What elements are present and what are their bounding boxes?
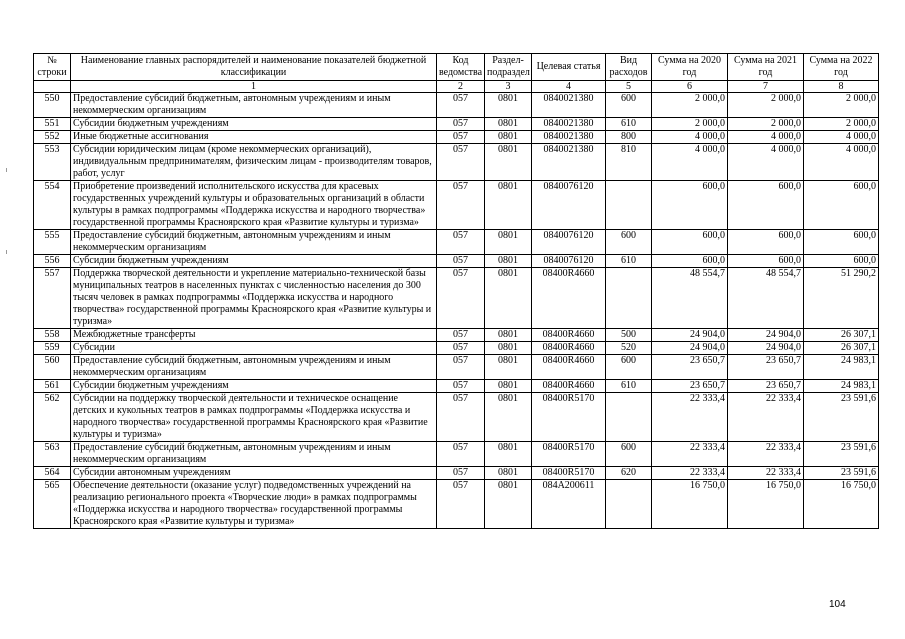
row-dept-code: 057 xyxy=(437,467,485,480)
row-exp-type: 610 xyxy=(606,380,652,393)
row-exp-type xyxy=(606,480,652,529)
row-dept-code: 057 xyxy=(437,380,485,393)
row-sum-2020: 22 333,4 xyxy=(652,393,728,442)
row-sum-2022: 23 591,6 xyxy=(804,442,879,467)
row-section: 0801 xyxy=(485,355,532,380)
column-number-row xyxy=(34,81,879,93)
row-sum-2021: 600,0 xyxy=(728,230,804,255)
row-target: 08400R4660 xyxy=(532,268,606,329)
row-number: 555 xyxy=(34,230,71,255)
row-target: 08400R4660 xyxy=(532,329,606,342)
row-sum-2020: 16 750,0 xyxy=(652,480,728,529)
budget-table-container xyxy=(33,53,878,529)
row-number: 551 xyxy=(34,118,71,131)
row-sum-2020: 22 333,4 xyxy=(652,467,728,480)
row-number: 559 xyxy=(34,342,71,355)
table-row xyxy=(34,118,879,131)
header-sum-2020: Сумма на 2020 год xyxy=(652,54,728,81)
table-row xyxy=(34,380,879,393)
row-sum-2020: 2 000,0 xyxy=(652,118,728,131)
row-name: Обеспечение деятельности (оказание услуг) подведомственных учреждений на реализацию регионального проекта «Творческие люди» в рамках подпрограммы «Поддержка искусства и народного творчества» государственной программы Красноярского края «Развитие культуры и туризма» xyxy=(71,480,437,529)
row-dept-code: 057 xyxy=(437,480,485,529)
row-sum-2022: 16 750,0 xyxy=(804,480,879,529)
row-name: Предоставление субсидий бюджетным, автономным учреждениям и иным некоммерческим организациям xyxy=(71,93,437,118)
row-target: 0840021380 xyxy=(532,144,606,181)
header-sum-2022: Сумма на 2022 год xyxy=(804,54,879,81)
row-name: Субсидии на поддержку творческой деятельности и техническое оснащение детских и кукольных театров в рамках подпрограммы «Поддержка искусства и народного творчества» государственной программы Красноярского края «Развитие культуры и туризма» xyxy=(71,393,437,442)
table-row xyxy=(34,181,879,230)
row-section: 0801 xyxy=(485,181,532,230)
row-name: Предоставление субсидий бюджетным, автономным учреждениям и иным некоммерческим организациям xyxy=(71,230,437,255)
row-dept-code: 057 xyxy=(437,255,485,268)
row-dept-code: 057 xyxy=(437,181,485,230)
table-row xyxy=(34,255,879,268)
col-number: 2 xyxy=(437,81,485,93)
row-sum-2021: 4 000,0 xyxy=(728,144,804,181)
row-dept-code: 057 xyxy=(437,329,485,342)
row-section: 0801 xyxy=(485,255,532,268)
row-sum-2021: 4 000,0 xyxy=(728,131,804,144)
row-name: Субсидии бюджетным учреждениям xyxy=(71,380,437,393)
row-number: 564 xyxy=(34,467,71,480)
row-exp-type: 600 xyxy=(606,230,652,255)
table-row xyxy=(34,480,879,529)
header-sum-2021: Сумма на 2021 год xyxy=(728,54,804,81)
table-row xyxy=(34,230,879,255)
row-dept-code: 057 xyxy=(437,118,485,131)
row-target: 08400R4660 xyxy=(532,380,606,393)
row-target: 0840076120 xyxy=(532,181,606,230)
table-row xyxy=(34,268,879,329)
row-section: 0801 xyxy=(485,230,532,255)
row-section: 0801 xyxy=(485,144,532,181)
row-target: 084A200611 xyxy=(532,480,606,529)
row-section: 0801 xyxy=(485,93,532,118)
row-sum-2022: 26 307,1 xyxy=(804,329,879,342)
row-sum-2020: 23 650,7 xyxy=(652,380,728,393)
col-number xyxy=(34,81,71,93)
header-section: Раздел-подраздел xyxy=(485,54,532,81)
row-sum-2020: 2 000,0 xyxy=(652,93,728,118)
row-exp-type: 800 xyxy=(606,131,652,144)
row-sum-2020: 4 000,0 xyxy=(652,131,728,144)
row-exp-type xyxy=(606,268,652,329)
row-number: 565 xyxy=(34,480,71,529)
row-target: 0840021380 xyxy=(532,118,606,131)
table-row xyxy=(34,329,879,342)
table-row xyxy=(34,144,879,181)
table-row xyxy=(34,131,879,144)
row-sum-2022: 2 000,0 xyxy=(804,118,879,131)
row-target: 08400R4660 xyxy=(532,342,606,355)
row-sum-2020: 600,0 xyxy=(652,230,728,255)
row-sum-2022: 600,0 xyxy=(804,230,879,255)
row-exp-type: 620 xyxy=(606,467,652,480)
table-row xyxy=(34,93,879,118)
row-dept-code: 057 xyxy=(437,131,485,144)
row-number: 552 xyxy=(34,131,71,144)
row-sum-2020: 4 000,0 xyxy=(652,144,728,181)
row-number: 558 xyxy=(34,329,71,342)
table-body xyxy=(34,93,879,529)
header-row-no: № строки xyxy=(34,54,71,81)
row-number: 561 xyxy=(34,380,71,393)
row-sum-2020: 22 333,4 xyxy=(652,442,728,467)
row-exp-type: 610 xyxy=(606,118,652,131)
row-sum-2021: 24 904,0 xyxy=(728,342,804,355)
row-sum-2021: 23 650,7 xyxy=(728,355,804,380)
row-sum-2021: 2 000,0 xyxy=(728,118,804,131)
row-sum-2022: 24 983,1 xyxy=(804,380,879,393)
row-name: Субсидии бюджетным учреждениям xyxy=(71,118,437,131)
row-sum-2021: 24 904,0 xyxy=(728,329,804,342)
row-section: 0801 xyxy=(485,393,532,442)
table-row xyxy=(34,342,879,355)
row-sum-2021: 22 333,4 xyxy=(728,442,804,467)
row-target: 08400R5170 xyxy=(532,442,606,467)
header-dept-code: Код ведомства xyxy=(437,54,485,81)
row-section: 0801 xyxy=(485,380,532,393)
row-sum-2021: 22 333,4 xyxy=(728,393,804,442)
row-section: 0801 xyxy=(485,342,532,355)
row-exp-type: 610 xyxy=(606,255,652,268)
row-target: 08400R4660 xyxy=(532,355,606,380)
table-row xyxy=(34,393,879,442)
row-dept-code: 057 xyxy=(437,355,485,380)
row-dept-code: 057 xyxy=(437,393,485,442)
col-number: 4 xyxy=(532,81,606,93)
row-dept-code: 057 xyxy=(437,342,485,355)
header-target: Целевая статья xyxy=(532,54,606,81)
row-name: Предоставление субсидий бюджетным, автономным учреждениям и иным некоммерческим организациям xyxy=(71,355,437,380)
row-sum-2022: 23 591,6 xyxy=(804,393,879,442)
row-sum-2021: 23 650,7 xyxy=(728,380,804,393)
row-dept-code: 057 xyxy=(437,144,485,181)
row-section: 0801 xyxy=(485,467,532,480)
row-dept-code: 057 xyxy=(437,230,485,255)
row-sum-2020: 600,0 xyxy=(652,255,728,268)
header-name: Наименование главных распорядителей и наименование показателей бюджетной классификации xyxy=(71,54,437,81)
row-target: 0840076120 xyxy=(532,255,606,268)
row-section: 0801 xyxy=(485,268,532,329)
row-sum-2020: 48 554,7 xyxy=(652,268,728,329)
row-sum-2020: 600,0 xyxy=(652,181,728,230)
row-name: Субсидии бюджетным учреждениям xyxy=(71,255,437,268)
col-number: 3 xyxy=(485,81,532,93)
row-number: 560 xyxy=(34,355,71,380)
row-target: 0840021380 xyxy=(532,93,606,118)
row-section: 0801 xyxy=(485,118,532,131)
row-sum-2022: 23 591,6 xyxy=(804,467,879,480)
row-sum-2020: 23 650,7 xyxy=(652,355,728,380)
header-exp-type: Вид расходов xyxy=(606,54,652,81)
row-target: 08400R5170 xyxy=(532,393,606,442)
row-section: 0801 xyxy=(485,480,532,529)
table-header-row xyxy=(34,54,879,81)
row-section: 0801 xyxy=(485,442,532,467)
row-sum-2020: 24 904,0 xyxy=(652,329,728,342)
row-sum-2022: 600,0 xyxy=(804,181,879,230)
row-sum-2021: 48 554,7 xyxy=(728,268,804,329)
row-sum-2022: 2 000,0 xyxy=(804,93,879,118)
row-number: 553 xyxy=(34,144,71,181)
row-target: 0840021380 xyxy=(532,131,606,144)
row-sum-2021: 600,0 xyxy=(728,255,804,268)
row-name: Приобретение произведений исполнительского искусства для красевых государственных учреждений культуры и образовательных организаций в области культуры в рамках подпрограммы «Поддержка искусства и народного творчества» государственной программы Красноярского края «Развитие культуры и туризма» xyxy=(71,181,437,230)
col-number: 6 xyxy=(652,81,728,93)
row-exp-type: 810 xyxy=(606,144,652,181)
row-sum-2022: 24 983,1 xyxy=(804,355,879,380)
table-row xyxy=(34,467,879,480)
table-row xyxy=(34,442,879,467)
row-sum-2021: 600,0 xyxy=(728,181,804,230)
row-exp-type: 600 xyxy=(606,442,652,467)
page-number: 104 xyxy=(829,599,846,610)
row-number: 550 xyxy=(34,93,71,118)
row-sum-2022: 600,0 xyxy=(804,255,879,268)
row-number: 556 xyxy=(34,255,71,268)
row-sum-2022: 4 000,0 xyxy=(804,144,879,181)
scan-edge-mark xyxy=(6,168,7,172)
row-sum-2021: 16 750,0 xyxy=(728,480,804,529)
budget-table xyxy=(33,53,879,529)
scan-edge-mark xyxy=(6,250,7,254)
row-name: Иные бюджетные ассигнования xyxy=(71,131,437,144)
row-exp-type: 500 xyxy=(606,329,652,342)
col-number: 8 xyxy=(804,81,879,93)
row-number: 563 xyxy=(34,442,71,467)
row-number: 554 xyxy=(34,181,71,230)
row-sum-2022: 51 290,2 xyxy=(804,268,879,329)
row-number: 562 xyxy=(34,393,71,442)
row-sum-2022: 4 000,0 xyxy=(804,131,879,144)
row-sum-2022: 26 307,1 xyxy=(804,342,879,355)
row-section: 0801 xyxy=(485,329,532,342)
row-dept-code: 057 xyxy=(437,93,485,118)
row-name: Субсидии юридическим лицам (кроме некоммерческих организаций), индивидуальным предпринимателям, физическим лицам - производителям товаров, работ, услуг xyxy=(71,144,437,181)
row-name: Межбюджетные трансферты xyxy=(71,329,437,342)
row-section: 0801 xyxy=(485,131,532,144)
row-name: Субсидии xyxy=(71,342,437,355)
row-exp-type: 600 xyxy=(606,93,652,118)
row-target: 08400R5170 xyxy=(532,467,606,480)
row-sum-2021: 2 000,0 xyxy=(728,93,804,118)
row-exp-type: 600 xyxy=(606,355,652,380)
row-dept-code: 057 xyxy=(437,442,485,467)
row-dept-code: 057 xyxy=(437,268,485,329)
col-number: 1 xyxy=(71,81,437,93)
col-number: 5 xyxy=(606,81,652,93)
row-exp-type xyxy=(606,181,652,230)
col-number: 7 xyxy=(728,81,804,93)
row-name: Предоставление субсидий бюджетным, автономным учреждениям и иным некоммерческим организациям xyxy=(71,442,437,467)
row-name: Поддержка творческой деятельности и укрепление материально-технической базы муниципальных театров в населенных пунктах с численностью населения до 300 тысяч человек в рамках подпрограммы «Поддержка искусства и народного творчества» государственной программы Красноярского края «Развитие культуры и туризма» xyxy=(71,268,437,329)
row-target: 0840076120 xyxy=(532,230,606,255)
row-name: Субсидии автономным учреждениям xyxy=(71,467,437,480)
row-exp-type: 520 xyxy=(606,342,652,355)
row-number: 557 xyxy=(34,268,71,329)
row-sum-2020: 24 904,0 xyxy=(652,342,728,355)
row-exp-type xyxy=(606,393,652,442)
row-sum-2021: 22 333,4 xyxy=(728,467,804,480)
table-row xyxy=(34,355,879,380)
